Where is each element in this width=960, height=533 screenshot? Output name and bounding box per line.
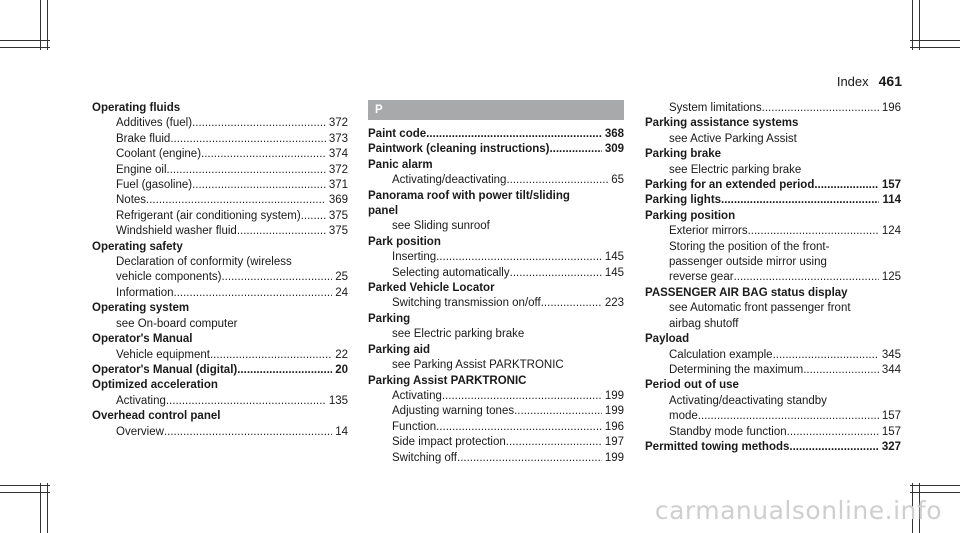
index-heading bbox=[92, 378, 348, 393]
index-entry bbox=[645, 394, 901, 409]
entry-text: Brake fluid bbox=[116, 132, 171, 145]
index-entry[interactable] bbox=[92, 270, 348, 285]
entry-text: Refrigerant (air conditioning system) bbox=[116, 209, 301, 222]
index-entry bbox=[368, 219, 624, 234]
crop-mark bbox=[0, 485, 50, 486]
entry-text: Operator's Manual (digital) bbox=[92, 363, 238, 376]
dot-leader bbox=[514, 404, 602, 419]
page-number: 461 bbox=[878, 73, 902, 89]
entry-text: mode bbox=[669, 410, 698, 423]
page-ref[interactable]: 196 bbox=[881, 102, 901, 114]
page-ref[interactable]: 196 bbox=[604, 420, 624, 433]
index-entry[interactable] bbox=[368, 435, 624, 450]
index-heading[interactable] bbox=[368, 142, 624, 157]
page-ref[interactable]: 368 bbox=[604, 128, 624, 140]
index-entry[interactable] bbox=[645, 363, 901, 378]
page-ref[interactable]: 24 bbox=[335, 286, 348, 299]
page-ref[interactable]: 199 bbox=[604, 389, 624, 402]
index-heading bbox=[368, 235, 624, 250]
entry-text: Storing the position of the front- bbox=[669, 240, 830, 253]
entry-text: Notes bbox=[116, 194, 147, 207]
index-entry[interactable] bbox=[368, 420, 624, 435]
entry-text: Vehicle equipment bbox=[116, 348, 210, 361]
page-ref[interactable]: 157 bbox=[881, 179, 901, 192]
index-entry[interactable] bbox=[368, 250, 624, 265]
dot-leader bbox=[192, 116, 326, 131]
dot-leader bbox=[721, 193, 879, 208]
index-entry bbox=[645, 317, 901, 332]
page-ref[interactable]: 65 bbox=[611, 174, 624, 187]
entry-text: Operating fluids bbox=[92, 102, 181, 114]
index-entry[interactable] bbox=[368, 389, 624, 404]
entry-text: reverse gear bbox=[669, 271, 734, 284]
entry-text: Selecting automatically bbox=[392, 266, 510, 279]
index-heading bbox=[368, 343, 624, 358]
index-entry[interactable] bbox=[92, 286, 348, 301]
index-heading bbox=[368, 189, 624, 204]
page-ref[interactable]: 157 bbox=[881, 410, 901, 423]
index-entry[interactable] bbox=[368, 404, 624, 419]
index-entry[interactable] bbox=[645, 101, 901, 116]
page-ref[interactable]: 344 bbox=[881, 363, 901, 376]
page-ref[interactable]: 14 bbox=[335, 425, 348, 438]
entry-text: System limitations bbox=[669, 102, 762, 114]
index-entry[interactable] bbox=[92, 147, 348, 162]
page-ref[interactable]: 114 bbox=[882, 194, 901, 207]
index-entry bbox=[368, 327, 624, 342]
entry-text: Parking aid bbox=[368, 343, 430, 356]
entry-text: Adjusting warning tones bbox=[392, 405, 515, 418]
index-heading bbox=[368, 281, 624, 296]
entry-text: Paintwork (cleaning instructions) bbox=[368, 143, 550, 156]
entry-text: Optimized acceleration bbox=[92, 379, 218, 392]
index-heading[interactable] bbox=[645, 178, 901, 193]
entry-text: Operating safety bbox=[92, 240, 183, 253]
page-ref[interactable]: 145 bbox=[604, 251, 624, 264]
entry-text: Operator's Manual bbox=[92, 333, 193, 346]
dot-leader bbox=[549, 142, 601, 157]
letter-heading: P bbox=[368, 100, 624, 120]
entry-text: Parking bbox=[368, 312, 411, 325]
crop-mark bbox=[0, 40, 50, 41]
index-entry[interactable] bbox=[368, 451, 624, 466]
index-heading bbox=[368, 312, 624, 327]
crop-mark bbox=[910, 47, 960, 48]
page-ref[interactable]: 135 bbox=[328, 394, 348, 407]
section-title: Index bbox=[836, 74, 869, 89]
index-entry bbox=[645, 132, 901, 147]
entry-text: Payload bbox=[645, 333, 690, 346]
dot-leader bbox=[167, 163, 326, 178]
page-ref[interactable]: 327 bbox=[881, 440, 901, 453]
entry-text: Engine oil bbox=[116, 163, 167, 176]
dot-leader bbox=[301, 209, 326, 224]
crop-mark bbox=[47, 483, 48, 533]
entry-text: Parking assistance systems bbox=[645, 117, 799, 130]
crop-mark bbox=[910, 40, 960, 41]
dot-leader bbox=[506, 173, 608, 188]
page-ref[interactable]: 375 bbox=[328, 225, 348, 238]
entry-text: Side impact protection bbox=[392, 436, 506, 449]
index-heading bbox=[645, 209, 901, 224]
index-column-3 bbox=[645, 101, 901, 455]
dot-leader bbox=[426, 127, 602, 142]
index-entry[interactable] bbox=[92, 394, 348, 409]
index-column-2-entries bbox=[368, 127, 624, 466]
entry-text: Activating/deactivating bbox=[392, 174, 507, 187]
dot-leader bbox=[773, 348, 879, 363]
crop-mark bbox=[40, 483, 41, 533]
index-entry bbox=[368, 358, 624, 373]
page-ref[interactable]: 199 bbox=[604, 451, 624, 464]
crop-mark bbox=[919, 0, 920, 50]
page-ref[interactable]: 345 bbox=[881, 348, 901, 361]
crop-mark bbox=[0, 492, 50, 493]
page-ref[interactable]: 145 bbox=[604, 266, 624, 279]
entry-text: Activating/deactivating standby bbox=[669, 394, 827, 407]
dot-leader bbox=[170, 132, 325, 147]
index-entry[interactable] bbox=[368, 266, 624, 281]
entry-text: see Electric parking brake bbox=[669, 163, 802, 176]
dot-leader bbox=[442, 389, 602, 404]
dot-leader bbox=[164, 425, 332, 440]
entry-text: Paint code bbox=[368, 128, 427, 140]
dot-leader bbox=[814, 178, 878, 193]
entry-text: Operating system bbox=[92, 302, 190, 315]
entry-text: Parking brake bbox=[645, 148, 722, 161]
dot-leader bbox=[174, 286, 333, 301]
dot-leader bbox=[762, 101, 879, 116]
page-ref[interactable]: 125 bbox=[881, 271, 901, 284]
entry-text: Switching transmission on/off bbox=[392, 297, 541, 310]
dot-leader bbox=[457, 451, 602, 466]
index-heading bbox=[92, 409, 348, 424]
index-column-2 bbox=[368, 101, 624, 466]
entry-text: Calculation example bbox=[669, 348, 773, 361]
index-entry[interactable] bbox=[645, 409, 901, 424]
dot-leader bbox=[698, 409, 879, 424]
index-heading bbox=[645, 286, 901, 301]
entry-text: Activating bbox=[116, 394, 166, 407]
page-ref[interactable]: 373 bbox=[328, 132, 348, 145]
index-heading bbox=[92, 301, 348, 316]
page-header bbox=[837, 73, 902, 89]
page-ref[interactable]: 124 bbox=[881, 225, 901, 238]
crop-mark bbox=[910, 492, 960, 493]
index-entry[interactable] bbox=[92, 193, 348, 208]
index-entry[interactable] bbox=[92, 224, 348, 239]
index-heading bbox=[92, 240, 348, 255]
entry-text: Period out of use bbox=[645, 379, 739, 392]
entry-text: see On-board computer bbox=[116, 317, 238, 330]
index-entry bbox=[645, 301, 901, 316]
index-heading[interactable] bbox=[645, 440, 901, 455]
entry-text: Parking for an extended period bbox=[645, 179, 815, 192]
entry-text: Additives (fuel) bbox=[116, 117, 193, 130]
dot-leader bbox=[436, 250, 602, 265]
index-entry[interactable] bbox=[368, 173, 624, 188]
entry-text: Standby mode function bbox=[669, 425, 787, 438]
index-heading[interactable] bbox=[645, 193, 901, 208]
page-ref[interactable]: 371 bbox=[328, 179, 348, 192]
page-ref[interactable]: 199 bbox=[604, 405, 624, 418]
entry-text: Parked Vehicle Locator bbox=[368, 282, 495, 295]
entry-text: Panic alarm bbox=[368, 158, 433, 171]
dot-leader bbox=[436, 420, 602, 435]
page-ref[interactable]: 223 bbox=[604, 297, 624, 310]
dot-leader bbox=[210, 348, 332, 363]
entry-text: Inserting bbox=[392, 251, 437, 264]
index-heading bbox=[368, 158, 624, 173]
dot-leader bbox=[237, 224, 326, 239]
page-ref[interactable]: 375 bbox=[328, 209, 348, 222]
index-entry[interactable] bbox=[92, 209, 348, 224]
index-entry[interactable] bbox=[92, 178, 348, 193]
entry-text: Function bbox=[392, 420, 437, 433]
page-ref[interactable]: 372 bbox=[328, 117, 348, 130]
dot-leader bbox=[803, 363, 879, 378]
index-column-1 bbox=[92, 101, 348, 440]
index-entry[interactable] bbox=[645, 270, 901, 285]
dot-leader bbox=[734, 270, 879, 285]
index-heading[interactable] bbox=[92, 363, 348, 378]
entry-text: Exterior mirrors bbox=[669, 225, 748, 238]
entry-text: see Parking Assist PARKTRONIC bbox=[392, 359, 564, 372]
watermark: carmanualsonline.info bbox=[654, 496, 942, 525]
index-entry[interactable] bbox=[92, 348, 348, 363]
dot-leader bbox=[506, 435, 602, 450]
entry-text: Switching off bbox=[392, 451, 457, 464]
entry-text: Park position bbox=[368, 235, 441, 248]
dot-leader bbox=[748, 224, 879, 239]
page-ref[interactable]: 25 bbox=[335, 271, 348, 284]
index-entry[interactable] bbox=[645, 425, 901, 440]
page-ref[interactable]: 157 bbox=[881, 425, 901, 438]
index-heading[interactable] bbox=[368, 127, 624, 142]
crop-mark bbox=[40, 0, 41, 50]
page-ref[interactable]: 374 bbox=[328, 148, 348, 161]
index-heading bbox=[92, 332, 348, 347]
index-heading bbox=[645, 116, 901, 131]
dot-leader bbox=[221, 270, 332, 285]
dot-leader bbox=[201, 147, 326, 162]
entry-text: Parking lights bbox=[645, 194, 722, 207]
page-ref[interactable]: 22 bbox=[335, 348, 348, 361]
index-entry[interactable] bbox=[92, 425, 348, 440]
index-heading bbox=[645, 147, 901, 162]
index-entry bbox=[645, 240, 901, 255]
index-heading bbox=[368, 374, 624, 389]
index-heading bbox=[645, 332, 901, 347]
entry-text: Permitted towing methods bbox=[645, 440, 790, 453]
page-ref[interactable]: 20 bbox=[335, 363, 348, 376]
entry-text: Parking Assist PARKTRONIC bbox=[368, 374, 527, 387]
dot-leader bbox=[237, 363, 332, 378]
dot-leader bbox=[510, 266, 602, 281]
entry-text: vehicle components) bbox=[116, 271, 222, 284]
index-entry bbox=[645, 163, 901, 178]
entry-text: airbag shutoff bbox=[669, 317, 739, 330]
index-entry bbox=[92, 255, 348, 270]
entry-text: Determining the maximum bbox=[669, 363, 804, 376]
dot-leader bbox=[789, 440, 878, 455]
crop-mark bbox=[0, 47, 50, 48]
entry-text: Activating bbox=[392, 389, 442, 402]
index-heading bbox=[92, 101, 348, 116]
index-heading bbox=[368, 204, 624, 219]
index-entry[interactable] bbox=[368, 296, 624, 311]
index-heading bbox=[645, 378, 901, 393]
entry-text: PASSENGER AIR BAG status display bbox=[645, 286, 848, 299]
dot-leader bbox=[787, 425, 879, 440]
entry-text: Windshield washer fluid bbox=[116, 225, 237, 238]
index-entry[interactable] bbox=[645, 224, 901, 239]
crop-mark bbox=[912, 0, 913, 50]
dot-leader bbox=[192, 178, 326, 193]
index-entry[interactable] bbox=[92, 163, 348, 178]
entry-text: Declaration of conformity (wireless bbox=[116, 256, 292, 269]
crop-mark bbox=[910, 485, 960, 486]
dot-leader bbox=[541, 296, 602, 311]
index-entry bbox=[645, 255, 901, 270]
page-ref[interactable]: 372 bbox=[328, 163, 348, 176]
entry-text: panel bbox=[368, 205, 399, 218]
page-ref[interactable]: 369 bbox=[328, 194, 348, 207]
entry-text: see Automatic front passenger front bbox=[669, 302, 851, 315]
index-entry[interactable] bbox=[645, 348, 901, 363]
entry-text: Fuel (gasoline) bbox=[116, 179, 193, 192]
entry-text: Panorama roof with power tilt/sliding bbox=[368, 189, 570, 202]
entry-text: Overhead control panel bbox=[92, 410, 221, 423]
dot-leader bbox=[146, 193, 326, 208]
index-entry[interactable] bbox=[92, 132, 348, 147]
entry-text: Parking position bbox=[645, 209, 736, 222]
index-entry bbox=[92, 317, 348, 332]
entry-text: Coolant (engine) bbox=[116, 148, 202, 161]
entry-text: Overview bbox=[116, 425, 164, 438]
crop-mark bbox=[47, 0, 48, 50]
entry-text: see Sliding sunroof bbox=[392, 220, 490, 233]
entry-text: see Electric parking brake bbox=[392, 328, 525, 341]
entry-text: Information bbox=[116, 286, 174, 299]
page-ref[interactable]: 309 bbox=[604, 143, 624, 156]
page-ref[interactable]: 197 bbox=[604, 436, 624, 449]
entry-text: see Active Parking Assist bbox=[669, 132, 797, 145]
entry-text: passenger outside mirror using bbox=[669, 256, 827, 269]
dot-leader bbox=[166, 394, 326, 409]
index-entry[interactable] bbox=[92, 116, 348, 131]
